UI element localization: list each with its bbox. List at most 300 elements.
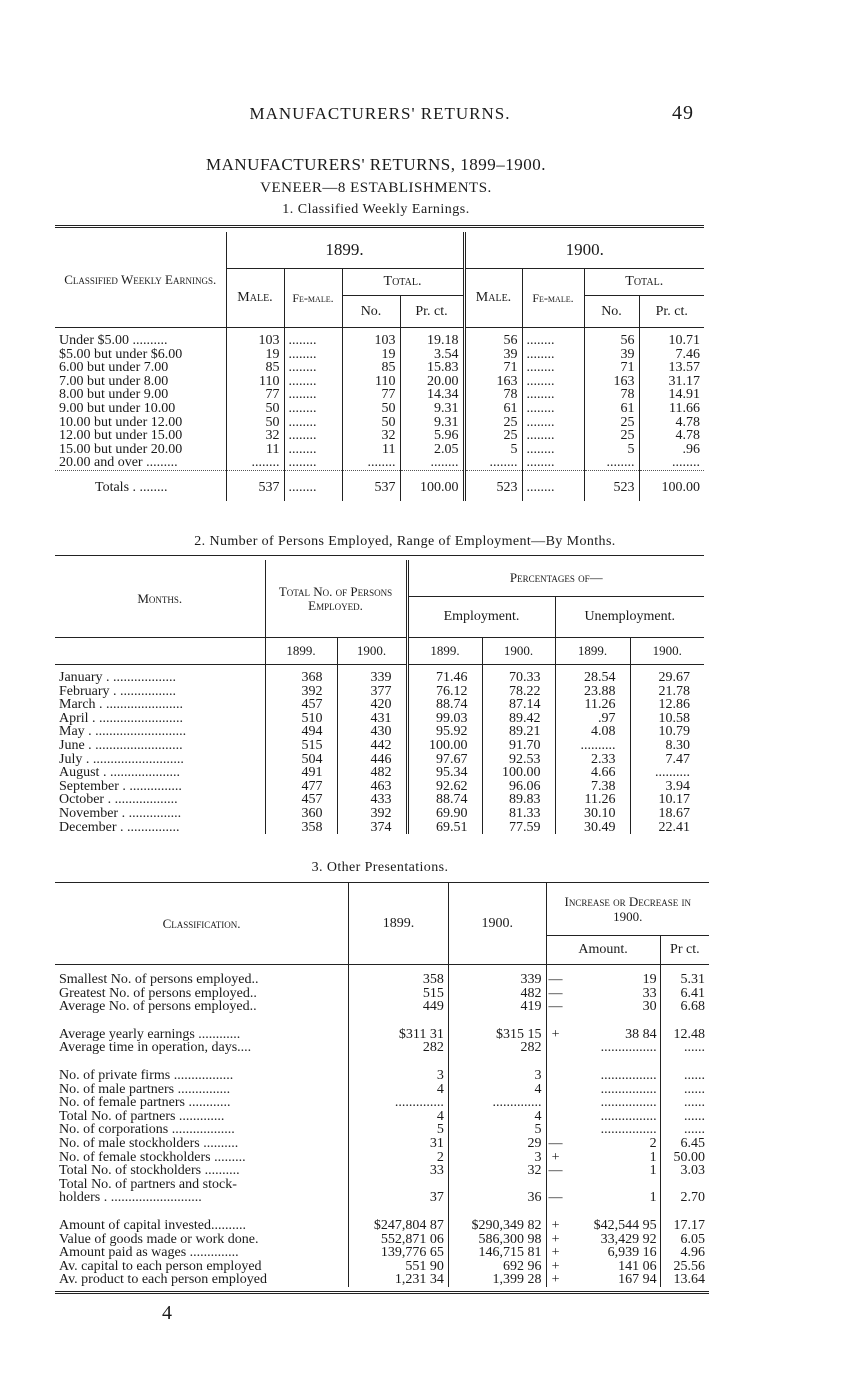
row-label: No. of male stockholders .......... — [59, 1135, 239, 1151]
table-cell: 88.74 — [407, 793, 482, 807]
table-cell: 6.45 — [660, 1137, 709, 1151]
row-label: November . ............... — [59, 805, 182, 821]
row-label: No. of corporations .................. — [59, 1122, 235, 1138]
table-cell — [349, 1178, 449, 1192]
table-cell: 20.00 — [400, 375, 464, 389]
table-cell: 139,776 65 — [349, 1246, 449, 1260]
table-row — [55, 1137, 709, 1151]
table-cell: ...... — [660, 1096, 709, 1110]
table-cell: 368 — [265, 665, 337, 685]
table-cell: 7.38 — [555, 780, 630, 794]
table-cell: 9.31 — [400, 402, 464, 416]
table-row — [55, 443, 704, 457]
table-cell: 96.06 — [482, 780, 555, 794]
table-cell: 5 — [349, 1123, 449, 1137]
table-cell: .............. — [349, 1096, 449, 1110]
table-row — [55, 725, 704, 739]
table-cell: ........ — [522, 388, 584, 402]
table-row — [55, 1246, 709, 1260]
table-row — [55, 712, 704, 726]
table-cell: 32 — [448, 1164, 546, 1178]
table-cell: 77 — [226, 388, 284, 402]
table-cell: 78 — [584, 388, 639, 402]
table-cell: ........ — [284, 416, 342, 430]
table-cell: ........ — [284, 375, 342, 389]
table-cell: 3 — [448, 1151, 546, 1165]
table-cell: ........ — [584, 456, 639, 470]
table-cell: 30.10 — [555, 807, 630, 821]
table-row — [55, 402, 704, 416]
table2-grid — [55, 560, 704, 834]
table-row — [55, 1260, 709, 1274]
table-cell: ........ — [342, 456, 400, 470]
table-cell: 449 — [349, 1000, 449, 1014]
table1-prct-1: Pr. ct. — [400, 296, 464, 328]
table-cell: 18.67 — [630, 807, 704, 821]
table-cell: 3.03 — [660, 1164, 709, 1178]
table-row — [55, 1096, 709, 1110]
year-header: 1899. — [555, 638, 630, 665]
table-cell: 477 — [265, 780, 337, 794]
table3-prct: Pr ct. — [660, 936, 709, 965]
page-number: 49 — [672, 102, 694, 124]
table-cell: ................ — [600, 1081, 657, 1097]
table-cell: ........ — [522, 375, 584, 389]
table-cell: 7.46 — [639, 348, 704, 362]
table-cell: ........ — [522, 456, 584, 470]
table-cell: 12.86 — [630, 698, 704, 712]
table-cell: 163 — [584, 375, 639, 389]
table-cell: — — [546, 965, 565, 987]
table-cell: ........ — [284, 402, 342, 416]
row-label: No. of female stockholders ......... — [59, 1149, 246, 1165]
table-cell: .............. — [448, 1096, 546, 1110]
table-cell: 431 — [337, 712, 407, 726]
table1-male-1: Male. — [226, 269, 284, 328]
totals-cell: 523 — [584, 470, 639, 500]
table-cell: 515 — [265, 739, 337, 753]
table-cell: 25 — [464, 416, 522, 430]
table-cell: 11.26 — [555, 698, 630, 712]
table-row — [55, 1083, 709, 1097]
table-cell: ........ — [522, 361, 584, 375]
table-cell: 61 — [464, 402, 522, 416]
table-row — [55, 1273, 709, 1287]
table-cell: 442 — [337, 739, 407, 753]
row-label: February . ................ — [59, 683, 177, 699]
table-cell: ........ — [522, 402, 584, 416]
table-cell: 14.34 — [400, 388, 464, 402]
table-cell: 89.83 — [482, 793, 555, 807]
table-row — [55, 965, 709, 987]
table-cell: 692 96 — [448, 1260, 546, 1274]
table-cell: ...... — [660, 1041, 709, 1055]
table-cell: 21.78 — [630, 685, 704, 699]
table-row — [55, 375, 704, 389]
table-row — [55, 807, 704, 821]
table-cell: 103 — [342, 328, 400, 348]
table-cell: + — [546, 1205, 565, 1233]
table-cell: + — [546, 1014, 565, 1042]
table-cell: 6.41 — [660, 987, 709, 1001]
table-cell: 50 — [342, 402, 400, 416]
table-cell: 31.17 — [639, 375, 704, 389]
table-cell: 33,429 92 — [600, 1231, 657, 1247]
table-cell — [546, 1178, 565, 1192]
table-cell: ........ — [284, 456, 342, 470]
table-cell: 87.14 — [482, 698, 555, 712]
table-cell: 95.92 — [407, 725, 482, 739]
table-cell: 4 — [349, 1083, 449, 1097]
table-cell: 77.59 — [482, 821, 555, 835]
table-row — [55, 361, 704, 375]
table-cell: 1,399 28 — [448, 1273, 546, 1287]
table1-grid — [55, 232, 704, 501]
table-row — [55, 1205, 709, 1233]
table-cell: 4.78 — [639, 429, 704, 443]
table-cell: $315 15 — [448, 1014, 546, 1042]
row-label: July . .......................... — [59, 751, 184, 767]
table-cell: 32 — [342, 429, 400, 443]
section1-title: 1. Classified Weekly Earnings. — [282, 202, 470, 217]
row-label: $5.00 but under $6.00 — [59, 346, 183, 362]
row-label: No. of male partners ............... — [59, 1081, 231, 1097]
table-cell: 97.67 — [407, 753, 482, 767]
table-cell: 457 — [265, 793, 337, 807]
table-cell: 4 — [448, 1083, 546, 1097]
table-cell: 70.33 — [482, 665, 555, 685]
table-cell: ........ — [284, 388, 342, 402]
table-cell: 586,300 98 — [448, 1233, 546, 1247]
table-cell: ........ — [400, 456, 464, 470]
year-header: 1900. — [337, 638, 407, 665]
table-cell: + — [546, 1260, 565, 1274]
row-label: August . .................... — [59, 765, 180, 781]
totals-cell: ........ — [522, 470, 584, 500]
table-cell: 12.48 — [660, 1014, 709, 1042]
table-cell: 37 — [349, 1191, 449, 1205]
table-cell: 50 — [342, 416, 400, 430]
row-label: June . ......................... — [59, 737, 183, 753]
table-cell: $311 31 — [349, 1014, 449, 1042]
table-cell: — — [546, 987, 565, 1001]
table-cell: 494 — [265, 725, 337, 739]
table-cell: 22.41 — [630, 821, 704, 835]
table1-male-2: Male. — [464, 269, 522, 328]
table-cell: 19 — [342, 348, 400, 362]
table-row — [55, 766, 704, 780]
table-cell: 110 — [342, 375, 400, 389]
table-cell: 78.22 — [482, 685, 555, 699]
table-cell: 88.74 — [407, 698, 482, 712]
table-cell: — — [546, 1137, 565, 1151]
table-cell: + — [546, 1246, 565, 1260]
table-cell: 392 — [265, 685, 337, 699]
table-row — [55, 1000, 709, 1014]
table-cell: 76.12 — [407, 685, 482, 699]
main-title: MANUFACTURERS' RETURNS, 1899–1900. — [206, 155, 546, 174]
row-label: 15.00 but under 20.00 — [59, 441, 183, 457]
table-cell: ........ — [284, 443, 342, 457]
table-row — [55, 388, 704, 402]
table-cell: ........ — [639, 456, 704, 470]
table-row — [55, 665, 704, 685]
table-cell: 92.62 — [407, 780, 482, 794]
table-row — [55, 1110, 709, 1124]
table-row — [55, 793, 704, 807]
table-cell: 10.17 — [630, 793, 704, 807]
table1-prct-2: Pr. ct. — [639, 296, 704, 328]
row-label: December . ............... — [59, 819, 180, 835]
table-cell: 5 — [464, 443, 522, 457]
table-cell: 339 — [337, 665, 407, 685]
table-cell: $42,544 95 — [593, 1217, 657, 1233]
table1-female-2: Fe-male. — [522, 269, 584, 328]
row-label: Amount paid as wages .............. — [59, 1245, 239, 1261]
table-cell: 2 — [349, 1151, 449, 1165]
table-cell — [546, 1055, 565, 1083]
row-label: January . .................. — [59, 670, 177, 685]
table-cell: 3 — [349, 1055, 449, 1083]
table3-amount: Amount. — [546, 936, 660, 965]
table1-total-2: Total. — [584, 269, 704, 296]
row-label: Av. capital to each person employed — [59, 1258, 262, 1274]
table1-year1: 1899. — [226, 232, 464, 269]
table-cell: + — [546, 1233, 565, 1247]
table-cell: 1 — [649, 1190, 657, 1206]
table-cell: 4.08 — [555, 725, 630, 739]
row-label: Av. product to each person employed — [59, 1272, 267, 1288]
table-cell: 110 — [226, 375, 284, 389]
table-cell: 15.83 — [400, 361, 464, 375]
table-cell: 1 — [649, 1149, 657, 1165]
table1-no-2: No. — [584, 296, 639, 328]
table-cell: 10.58 — [630, 712, 704, 726]
table-cell: 430 — [337, 725, 407, 739]
table-cell: ...... — [660, 1055, 709, 1083]
table-cell: — — [546, 1164, 565, 1178]
table-cell: 4.78 — [639, 416, 704, 430]
table-cell: 14.91 — [639, 388, 704, 402]
table3-year2: 1900. — [448, 883, 546, 965]
table-cell: 5 — [448, 1123, 546, 1137]
table-cell: 77 — [342, 388, 400, 402]
table-row — [55, 416, 704, 430]
table-cell: 392 — [337, 807, 407, 821]
table2-employment: Employment. — [407, 597, 555, 638]
table-row — [55, 328, 704, 348]
table-cell: 71 — [584, 361, 639, 375]
table-cell: 30 — [642, 999, 657, 1015]
table-cell: ................ — [600, 1122, 657, 1138]
table-cell: 446 — [337, 753, 407, 767]
table1-col-label: Classified Weekly Earnings. — [64, 271, 217, 287]
table-cell: ........ — [522, 328, 584, 348]
totals-cell: 537 — [226, 470, 284, 500]
table-cell: 92.53 — [482, 753, 555, 767]
row-label: 20.00 and over ......... — [59, 455, 178, 471]
row-label: Total No. of partners and stock- — [59, 1176, 237, 1192]
table-cell: .97 — [555, 712, 630, 726]
table-cell: ........ — [522, 429, 584, 443]
table-cell: 50.00 — [660, 1151, 709, 1165]
table-cell: 95.34 — [407, 766, 482, 780]
table-row — [55, 1041, 709, 1055]
table1-year2: 1900. — [464, 232, 704, 269]
table-cell: 2 — [649, 1135, 657, 1151]
table3-grid — [55, 883, 709, 1287]
table-cell: 23.88 — [555, 685, 630, 699]
table-cell: 10.79 — [630, 725, 704, 739]
table-cell: 433 — [337, 793, 407, 807]
table3 — [55, 882, 709, 1294]
table-cell: 2.70 — [660, 1191, 709, 1205]
table-cell: ........ — [284, 328, 342, 348]
totals-cell: 100.00 — [400, 470, 464, 500]
row-label: Total No. of partners ............. — [59, 1108, 225, 1124]
table-cell: 482 — [337, 766, 407, 780]
table-cell: 100.00 — [482, 766, 555, 780]
table2-col-label: Months. — [137, 590, 183, 606]
table-cell: 33 — [642, 985, 657, 1001]
table-cell: .96 — [639, 443, 704, 457]
table-cell: ...... — [660, 1123, 709, 1137]
table-cell: 99.03 — [407, 712, 482, 726]
table-cell: ................ — [600, 1067, 657, 1083]
table-cell: 78 — [464, 388, 522, 402]
table3-year1: 1899. — [349, 883, 449, 965]
table-cell: 491 — [265, 766, 337, 780]
table-cell: ........ — [464, 456, 522, 470]
table-cell: 25.56 — [660, 1260, 709, 1274]
row-label: 6.00 but under 7.00 — [59, 360, 169, 376]
table-cell: — — [546, 1191, 565, 1205]
table-cell: 17.17 — [660, 1205, 709, 1233]
table-row — [55, 1014, 709, 1042]
table-cell: 141 06 — [618, 1258, 657, 1274]
row-label: October . .................. — [59, 792, 178, 808]
table-cell: .......... — [555, 739, 630, 753]
table-cell: 9.31 — [400, 416, 464, 430]
table-cell: 19.18 — [400, 328, 464, 348]
table-cell: 25 — [464, 429, 522, 443]
table-cell: ........ — [522, 416, 584, 430]
table-cell: 50 — [226, 402, 284, 416]
table-cell — [565, 1178, 661, 1192]
table-cell: 69.90 — [407, 807, 482, 821]
row-label: 8.00 but under 9.00 — [59, 387, 169, 403]
table-cell: 25 — [584, 429, 639, 443]
table1-total-1: Total. — [342, 269, 464, 296]
table-cell: 360 — [265, 807, 337, 821]
table-cell: + — [546, 1151, 565, 1165]
table-cell: 3.94 — [630, 780, 704, 794]
row-label: Total No. of stockholders .......... — [59, 1163, 240, 1179]
table2-unemployment: Unemployment. — [555, 597, 704, 638]
table-cell: $247,804 87 — [349, 1205, 449, 1233]
row-label: No. of private firms ................. — [59, 1067, 234, 1083]
table-cell: ...... — [660, 1083, 709, 1097]
table-cell: ................ — [600, 1095, 657, 1111]
table-cell: 38 84 — [625, 1026, 657, 1042]
table-cell: 552,871 06 — [349, 1233, 449, 1247]
totals-label: Totals . ........ — [55, 470, 226, 500]
table-cell: 56 — [584, 328, 639, 348]
table-cell: 419 — [448, 1000, 546, 1014]
table-cell: 30.49 — [555, 821, 630, 835]
table-cell: ................ — [600, 1040, 657, 1056]
table-cell: 551 90 — [349, 1260, 449, 1274]
table-row — [55, 1233, 709, 1247]
table-cell: 5 — [584, 443, 639, 457]
table-cell: 1,231 34 — [349, 1273, 449, 1287]
row-label: Average No. of persons employed.. — [59, 999, 257, 1015]
row-label: Average time in operation, days.... — [59, 1040, 252, 1056]
table-cell: 19 — [226, 348, 284, 362]
table-cell: 167 94 — [618, 1272, 657, 1288]
table-row — [55, 456, 704, 470]
totals-cell: ........ — [284, 470, 342, 500]
table-cell: 11 — [226, 443, 284, 457]
table1-no-1: No. — [342, 296, 400, 328]
row-label: 12.00 but under 15.00 — [59, 428, 183, 444]
table-cell: 2.05 — [400, 443, 464, 457]
table-cell: 89.42 — [482, 712, 555, 726]
table-cell: 85 — [226, 361, 284, 375]
table3-col-label: Classification. — [162, 915, 241, 931]
table-cell: ................ — [600, 1108, 657, 1124]
table-cell — [546, 1083, 565, 1097]
table2-pct-label: Percentages of— — [407, 560, 704, 597]
totals-cell: 523 — [464, 470, 522, 500]
table-cell: 463 — [337, 780, 407, 794]
table-cell: 100.00 — [407, 739, 482, 753]
table2 — [55, 555, 704, 834]
table-cell: 5.96 — [400, 429, 464, 443]
table-cell: 3.54 — [400, 348, 464, 362]
table-row — [55, 1191, 709, 1205]
table-cell: 374 — [337, 821, 407, 835]
table-cell: 81.33 — [482, 807, 555, 821]
table-cell: 50 — [226, 416, 284, 430]
table-row — [55, 685, 704, 699]
table-cell: 32 — [226, 429, 284, 443]
table1 — [55, 225, 704, 501]
row-label: 10.00 but under 12.00 — [59, 414, 183, 430]
table-row — [55, 698, 704, 712]
table-cell: ...... — [660, 1110, 709, 1124]
row-label: Smallest No. of persons employed.. — [59, 972, 259, 987]
row-label: Under $5.00 .......... — [59, 333, 168, 348]
row-label: September . ............... — [59, 778, 182, 794]
row-label: Greatest No. of persons employed.. — [59, 985, 257, 1001]
table-cell: 4 — [448, 1110, 546, 1124]
section3-title: 3. Other Presentations. — [311, 860, 449, 875]
table-cell: 457 — [265, 698, 337, 712]
table-cell: 4 — [349, 1110, 449, 1124]
table-cell: 5.31 — [660, 965, 709, 987]
row-label: No. of female partners ............ — [59, 1095, 231, 1111]
table-cell: 11.26 — [555, 793, 630, 807]
table-cell: 339 — [448, 965, 546, 987]
row-label: Amount of capital invested.......... — [59, 1217, 247, 1233]
table-row — [55, 1151, 709, 1165]
table-cell: 33 — [349, 1164, 449, 1178]
table-row — [55, 1164, 709, 1178]
section2-title: 2. Number of Persons Employed, Range of Employment—By Months. — [194, 534, 616, 549]
row-label: Value of goods made or work done. — [59, 1231, 259, 1247]
table2-total-label: Total No. of Persons Employed. — [265, 560, 407, 638]
